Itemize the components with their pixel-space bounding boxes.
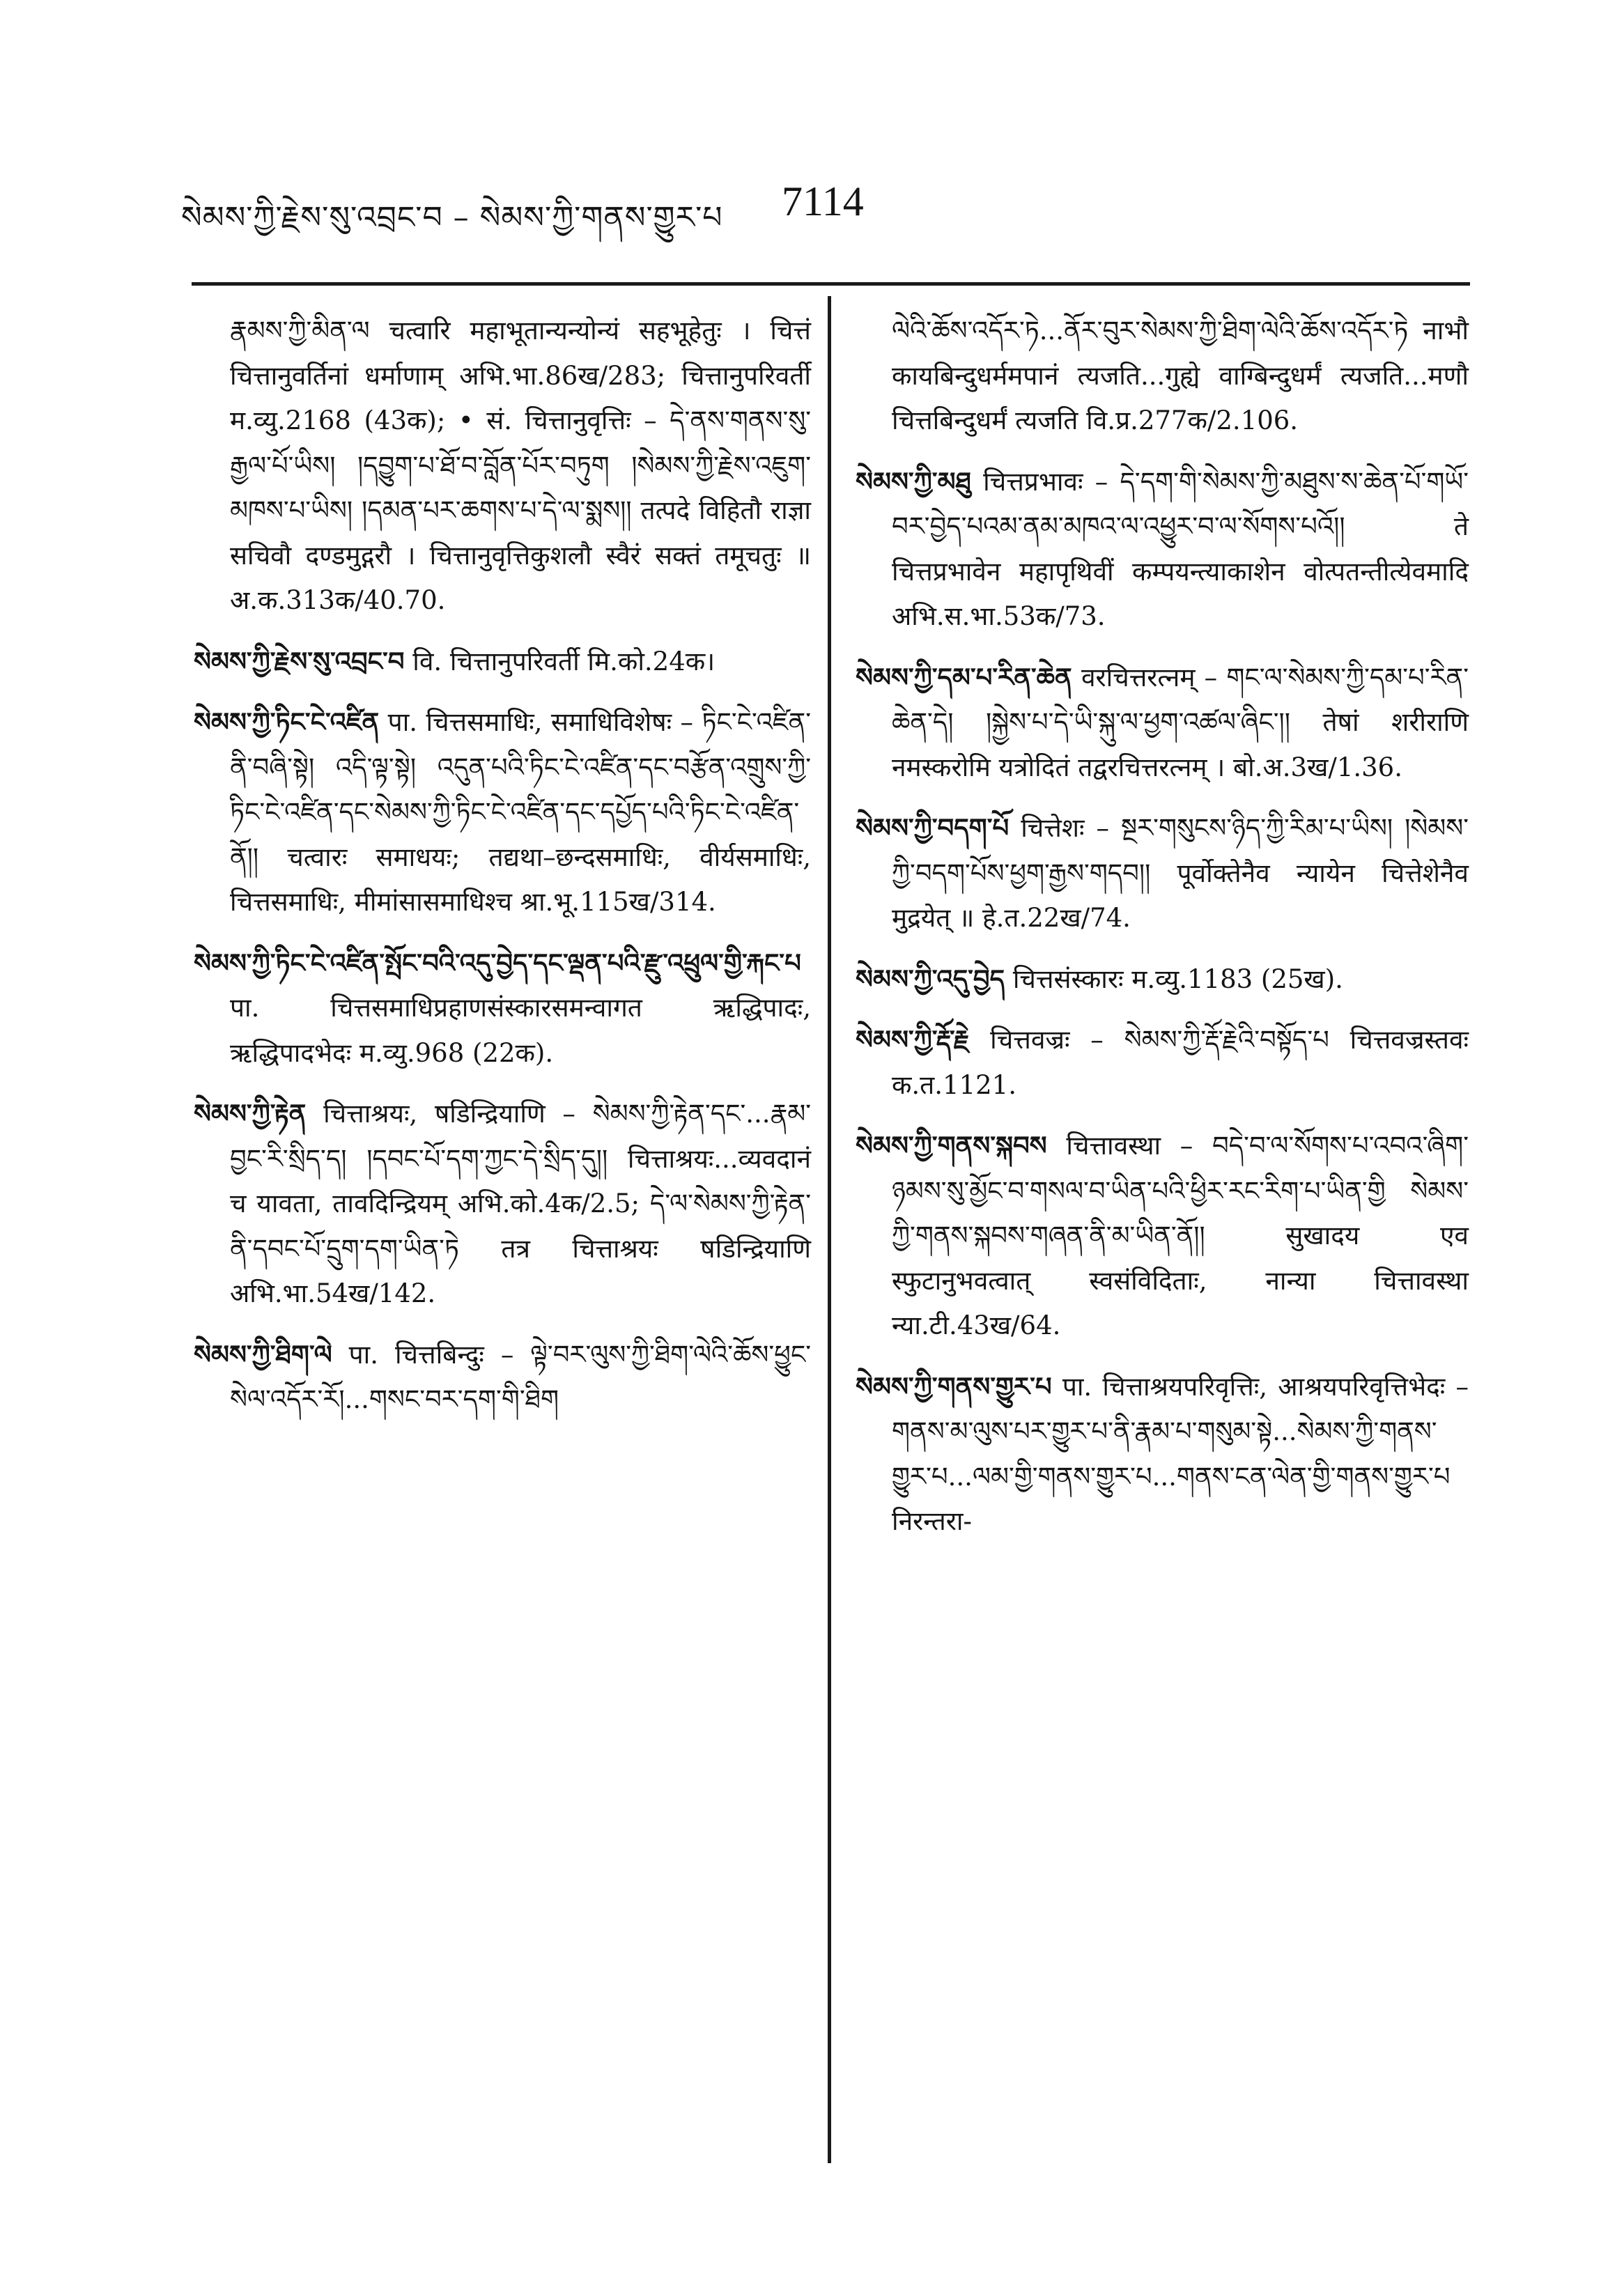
entry-headword: སེམས་ཀྱི་གནས་གྱུར་པ	[856, 1370, 1052, 1402]
dictionary-entry	[856, 957, 1469, 1003]
entry-body: चित्तवज्रः – སེམས་ཀྱི་རྡོ་རྗེའི་བསྟོད་པ चित्तवज्रस्तवः क.त.1121.	[892, 1025, 1469, 1100]
entry-headword: སེམས་ཀྱི་མཐུ	[856, 465, 971, 497]
entry-body: पा. चित्तसमाधिः, समाधिविशेषः – ཏིང་ངེ་འཛིན་ནི་བཞི་སྟེ། འདི་ལྟ་སྟེ། འདུན་པའི་ཏིང་ངེ་འཛིན་དང་བརྩོན་འགྲུས་ཀྱི་ཏིང་ངེ་འཛིན་དང་སེམས་ཀྱི་ཏིང་ངེ་འཛིན་དང་དཔྱོད་པའི་ཏིང་ངེ་འཛིན་ནོ།། चत्वारः समाधयः; तद्यथा–छन्दसमाधिः, वीर्यसमाधिः, चित्तसमाधिः, मीमांसासमाधिश्च श्रा.भू.115ख/314.	[230, 707, 811, 917]
dictionary-entry	[194, 699, 811, 925]
entry-body: चित्तेशः – སྔར་གསུངས་ཉིད་ཀྱི་རིམ་པ་ཡིས། །སེམས་ཀྱི་བདག་པོས་ཕྱག་རྒྱས་གདབ།། पूर्वोक्तेनैव न्यायेन चित्तेशेनैव मुद्रयेत् ॥ हे.त.22ख/74.	[892, 813, 1469, 933]
entry-body: རྣམས་ཀྱི་མིན་ལ चत्वारि महाभूतान्यन्योन्यं सहभूहेतुः । चित्तं चित्तानुवर्तिनां धर्माणाम् अभि.भा.86ख/283; चित्तानुपरिवर्ती म.व्यु.2168 (43क); • सं. चित्तानुवृत्तिः – དེ་ནས་གནས་སུ་རྒྱལ་པོ་ཡིས། །དབྱུག་པ་ཐོ་བ་བློན་པོར་བཏུག །སེམས་ཀྱི་རྗེས་འཇུག་མཁས་པ་ཡིས། །དམན་པར་ཆགས་པ་དེ་ལ་སྨས།། तत्पदे विहितौ राज्ञा सचिवौ दण्डमुद्गरौ । चित्तानुवृत्तिकुशलौ स्वैरं सक्तं तमूचतुः ॥ अ.क.313क/40.70.	[230, 316, 811, 615]
entry-headword: སེམས་ཀྱི་འདུ་བྱེད	[856, 963, 1005, 994]
entry-headword: སེམས་ཀྱི་ཏིང་ངེ་འཛིན	[194, 706, 380, 737]
dictionary-entry	[194, 941, 811, 1076]
entry-body: चित्तप्रभावः – དེ་དག་གི་སེམས་ཀྱི་མཐུས་ས་ཆེན་པོ་གཡོ་བར་བྱེད་པའམ་ནམ་མཁའ་ལ་འཕྱུར་བ་ལ་སོགས་པའོ།། ते चित्तप्रभावेन महापृथिवीं कम्पयन्त्याकाशेन वोत्पतन्तीत्येवमादि अभि.स.भा.53क/73.	[892, 466, 1469, 631]
entry-headword: སེམས་ཀྱི་གནས་སྐབས	[856, 1130, 1047, 1161]
entry-body: वि. चित्तानुपरिवर्ती मि.को.24क।	[412, 646, 716, 676]
dictionary-entry	[194, 1332, 811, 1423]
entry-headword: སེམས་ཀྱི་རྟེན	[194, 1098, 307, 1129]
dictionary-entry	[856, 1364, 1469, 1545]
dictionary-entry	[856, 805, 1469, 941]
page-number: 7114	[782, 178, 864, 224]
dictionary-entry	[194, 1091, 811, 1317]
entry-headword: སེམས་ཀྱི་རྗེས་སུ་འབྲང་བ	[194, 645, 405, 676]
dictionary-entry	[856, 459, 1469, 640]
running-header	[181, 178, 1477, 240]
header-title: སེམས་ཀྱི་རྗེས་སུ་འབྲང་བ – སེམས་ཀྱི་གནས་གྱུར་པ	[181, 200, 723, 235]
entry-body: पा. चित्ताश्रयपरिवृत्तिः, आश्रयपरिवृत्तिभेदः – གནས་མ་ལུས་པར་གྱུར་པ་ནི་རྣམ་པ་གསུམ་སྟེ...སེམས་ཀྱི་གནས་གྱུར་པ...ལམ་གྱི་གནས་གྱུར་པ...གནས་ངན་ལེན་གྱི་གནས་གྱུར་པ निरन्तरा-	[892, 1371, 1469, 1536]
header-rule	[192, 282, 1470, 286]
dictionary-entry	[194, 308, 811, 624]
dictionary-entry	[856, 308, 1469, 444]
dictionary-entry	[856, 1123, 1469, 1349]
right-column	[856, 308, 1469, 1560]
entry-body: चित्तावस्था – བདེ་བ་ལ་སོགས་པ་འབའ་ཞིག་ཉམས་སུ་མྱོང་བ་གསལ་བ་ཡིན་པའི་ཕྱིར་རང་རིག་པ་ཡིན་གྱི སེམས་ཀྱི་གནས་སྐབས་གཞན་ནི་མ་ཡིན་ནོ།། सुखादय एव स्फुटानुभवत्वात् स्वसंविदिताः, नान्या चित्तावस्था न्या.टी.43ख/64.	[892, 1131, 1469, 1340]
entry-body: ལེའི་ཆོས་འདོར་ཏེ...ནོར་བུར་སེམས་ཀྱི་ཐིག་ལེའི་ཆོས་འདོར་ཏེ नाभौ कायबिन्दुधर्ममपानं त्यजति...गुह्ये वाग्बिन्दुधर्मं त्यजति...मणौ चित्तबिन्दुधर्मं त्यजति वि.प्र.277क/2.106.	[892, 316, 1469, 435]
dictionary-entry	[856, 655, 1469, 791]
dictionary-entry	[856, 1017, 1469, 1108]
left-column	[194, 308, 811, 1438]
entry-headword: སེམས་ཀྱི་ཏིང་ངེ་འཛིན་སྤོང་བའི་འདུ་བྱེད་དང་ལྡན་པའི་རྫུ་འཕྲུལ་གྱི་རྐང་པ	[194, 947, 801, 978]
entry-headword: སེམས་ཀྱི་བདག་པོ	[856, 812, 1010, 843]
dictionary-entry	[194, 639, 811, 685]
entry-body: चित्ताश्रयः, षडिन्द्रियाणि – སེམས་ཀྱི་རྟེན་དང་...རྣམ་བྱང་རི་སྲིད་ད། །དབང་པོ་དག་ཀྱང་དེ་སྲིད་དུ།། चित्ताश्रयः...व्यवदानं च यावता, तावदिन्द्रियम् अभि.को.4क/2.5; དེ་ལ་སེམས་ཀྱི་རྟེན་ནི་དབང་པོ་དྲུག་དག་ཡིན་ཏེ तत्र चित्ताश्रयः षडिन्द्रियाणि अभि.भा.54ख/142.	[230, 1099, 811, 1308]
entry-headword: སེམས་ཀྱི་ཐིག་ལེ	[194, 1338, 332, 1370]
entry-body: वरचित्तरत्नम् – གང་ལ་སེམས་ཀྱི་དམ་པ་རིན་ཆེན་དེ། །སྐྱེས་པ་དེ་ཡི་སྐུ་ལ་ཕྱག་འཚལ་ཞིང་།། तेषां शरीराणि नमस्करोमि यत्रोदितं तद्वरचित्तरत्नम् । बो.अ.3ख/1.36.	[892, 662, 1469, 782]
entry-headword: སེམས་ཀྱི་རྡོ་རྗེ	[856, 1024, 970, 1055]
column-divider	[828, 296, 831, 2163]
entry-headword: སེམས་ཀྱི་དམ་པ་རིན་ཆེན	[856, 661, 1072, 692]
entry-body: पा. चित्तसमाधिप्रहाणसंस्कारसमन्वागत ऋद्धिपादः, ऋद्धिपादभेदः म.व्यु.968 (22क).	[230, 993, 811, 1068]
entry-body: चित्तसंस्कारः म.व्यु.1183 (25ख).	[1012, 963, 1343, 994]
entry-body: पा. चित्तबिन्दुः – ལྟེ་བར་ལུས་ཀྱི་ཐིག་ལེའི་ཆོས་ཕྱུང་སེལ་འདོར་རོ།...གསང་བར་དག་གི་ཐིག	[230, 1339, 811, 1414]
